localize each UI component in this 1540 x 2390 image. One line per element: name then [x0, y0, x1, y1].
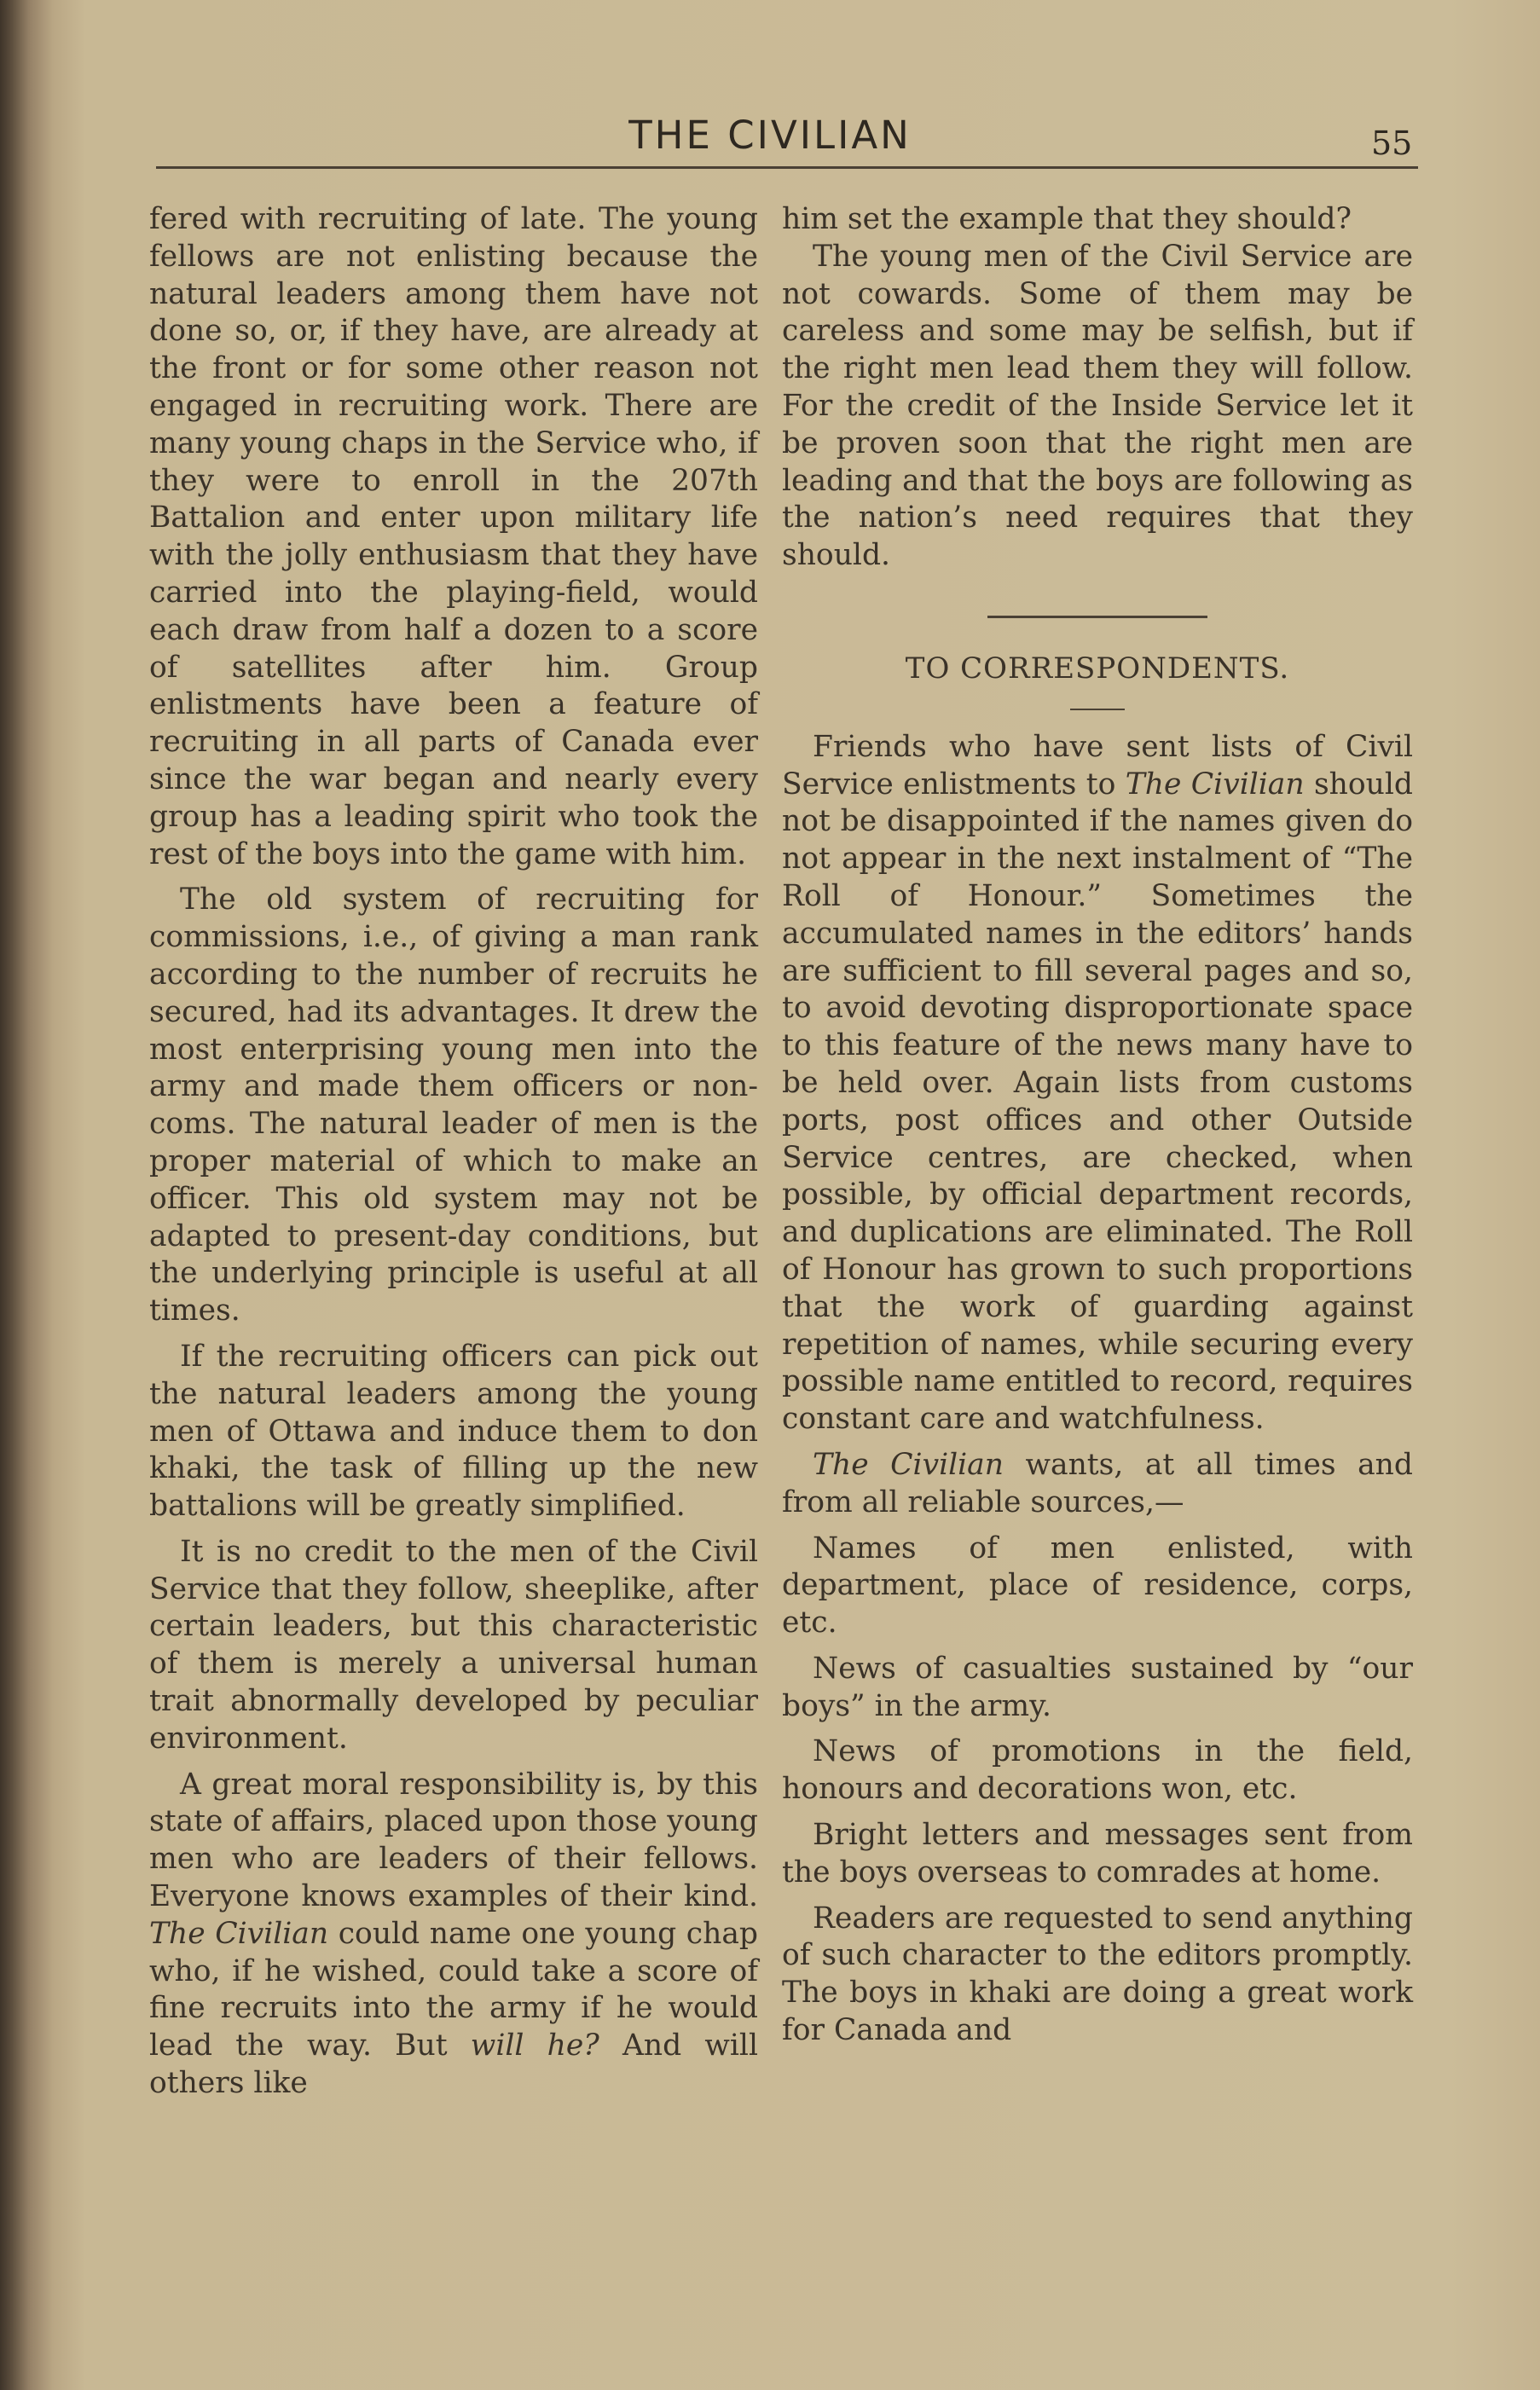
header-rule	[156, 166, 1418, 169]
paragraph-text: And will others like	[149, 2028, 759, 2101]
section-heading: TO CORRESPONDENTS.	[905, 651, 1290, 686]
paragraph: The young men of the Civil Service are not cowards. Some of them may be careless and some may be selfish, but if the right men lead them they will follow. For the credit of the Inside Service let it be proven soon that the right men are leading and that the boys are following as the nation’s need requires that they should.	[782, 239, 1413, 573]
paragraph: It is no credit to the men of the Civil Service that they follow, sheeplike, after certain leaders, but this characteristic of them is merely a universal human trait abnormally developed by peculiar environment.	[149, 1534, 758, 1756]
paragraph-text: wants, at all times and from all reliable sources,—	[782, 1447, 1413, 1519]
running-title: THE CIVILIAN	[628, 113, 912, 158]
list-item: News of casualties sustained by “our boys” in the army.	[782, 1651, 1413, 1723]
publication-name: The Civilian	[149, 1916, 329, 1951]
right-column	[782, 201, 1413, 2050]
paragraph: fered with recruiting of late. The young fellows are not enlisting because the natural leaders among them have not done so, or, if they have, are already at the front or for some other reason not engaged in recruiting work. There are many young chaps in the Service who, if they were to enroll in the 207th Battalion and enter upon military life with the jolly enthusiasm that they have carried into the playing-field, would each draw from half a dozen to a score of satellites after him. Group enlistments have been a feature of recruiting in all parts of Canada ever since the war began and nearly every group has a leading spirit who took the rest of the boys into the game with him.	[149, 202, 758, 871]
list-item: Bright letters and messages sent from the boys overseas to comrades at home.	[782, 1818, 1413, 1889]
page-header	[0, 113, 1540, 164]
section-divider	[987, 616, 1207, 618]
paragraph	[782, 1447, 1413, 1522]
publication-name: The Civilian	[1125, 767, 1305, 801]
paragraph-text: should not be disappointed if the names given do not appear in the next instalment of “The Roll of Honour.” Sometimes the accumulated names in the editors’ hands are sufficient to fill several pages and so, to avoid devoting disproportionate space to this feature of the news many have to be held over. Again lists from customs ports, post offices and other Outside Service centres, are checked, when possible, by official department records, and duplications are eliminated. The Roll of Honour has grown to such proportions that the work of guarding against repetition of names, while securing every possible name entitled to record, requires constant care and watchfulness.	[782, 767, 1413, 1437]
paragraph	[149, 1767, 758, 2103]
list-item: News of promotions in the field, honours and decorations won, etc.	[782, 1734, 1413, 1807]
paragraph-text: could name one young chap who, if he wished, could take a score of fine recruits into the army if he would lead the way. But	[149, 1916, 758, 2063]
paragraph: Readers are requested to send anything of such character to the editors promptly. The boys in khaki are doing a great work for Canada and	[782, 1901, 1413, 2048]
list-item: Names of men enlisted, with department, place of residence, corps, etc.	[782, 1531, 1413, 1641]
paragraph-text: A great moral responsibility is, by this state of affairs, placed upon those young men who are leaders of their fellows. Everyone knows examples of their kind.	[149, 1767, 758, 1914]
paragraph: The old system of recruiting for commissions, i.e., of giving a man rank according to the number of recruits he secured, had its advantages. It drew the most enterprising young men into the army and made them officers or non-coms. The natural leader of men is the proper material of which to make an officer. This old system may not be adapted to present-day conditions, but the underlying principle is useful at all times.	[149, 883, 758, 1328]
page-number: 55	[1371, 124, 1413, 162]
paragraph: If the recruiting officers can pick out the natural leaders among the young men of Ottawa and induce them to don khaki, the task of filling up the new battalions will be greatly simplified.	[149, 1339, 758, 1524]
heading-underline	[1070, 709, 1125, 710]
paragraph	[782, 729, 1413, 1438]
paragraph-text: Friends who have sent lists of Civil Service enlistments to	[782, 729, 1413, 801]
left-column	[149, 201, 758, 2103]
emphasis-text: will he?	[470, 2028, 599, 2063]
paragraph: him set the example that they should?	[782, 202, 1352, 236]
publication-name: The Civilian	[813, 1447, 1004, 1482]
